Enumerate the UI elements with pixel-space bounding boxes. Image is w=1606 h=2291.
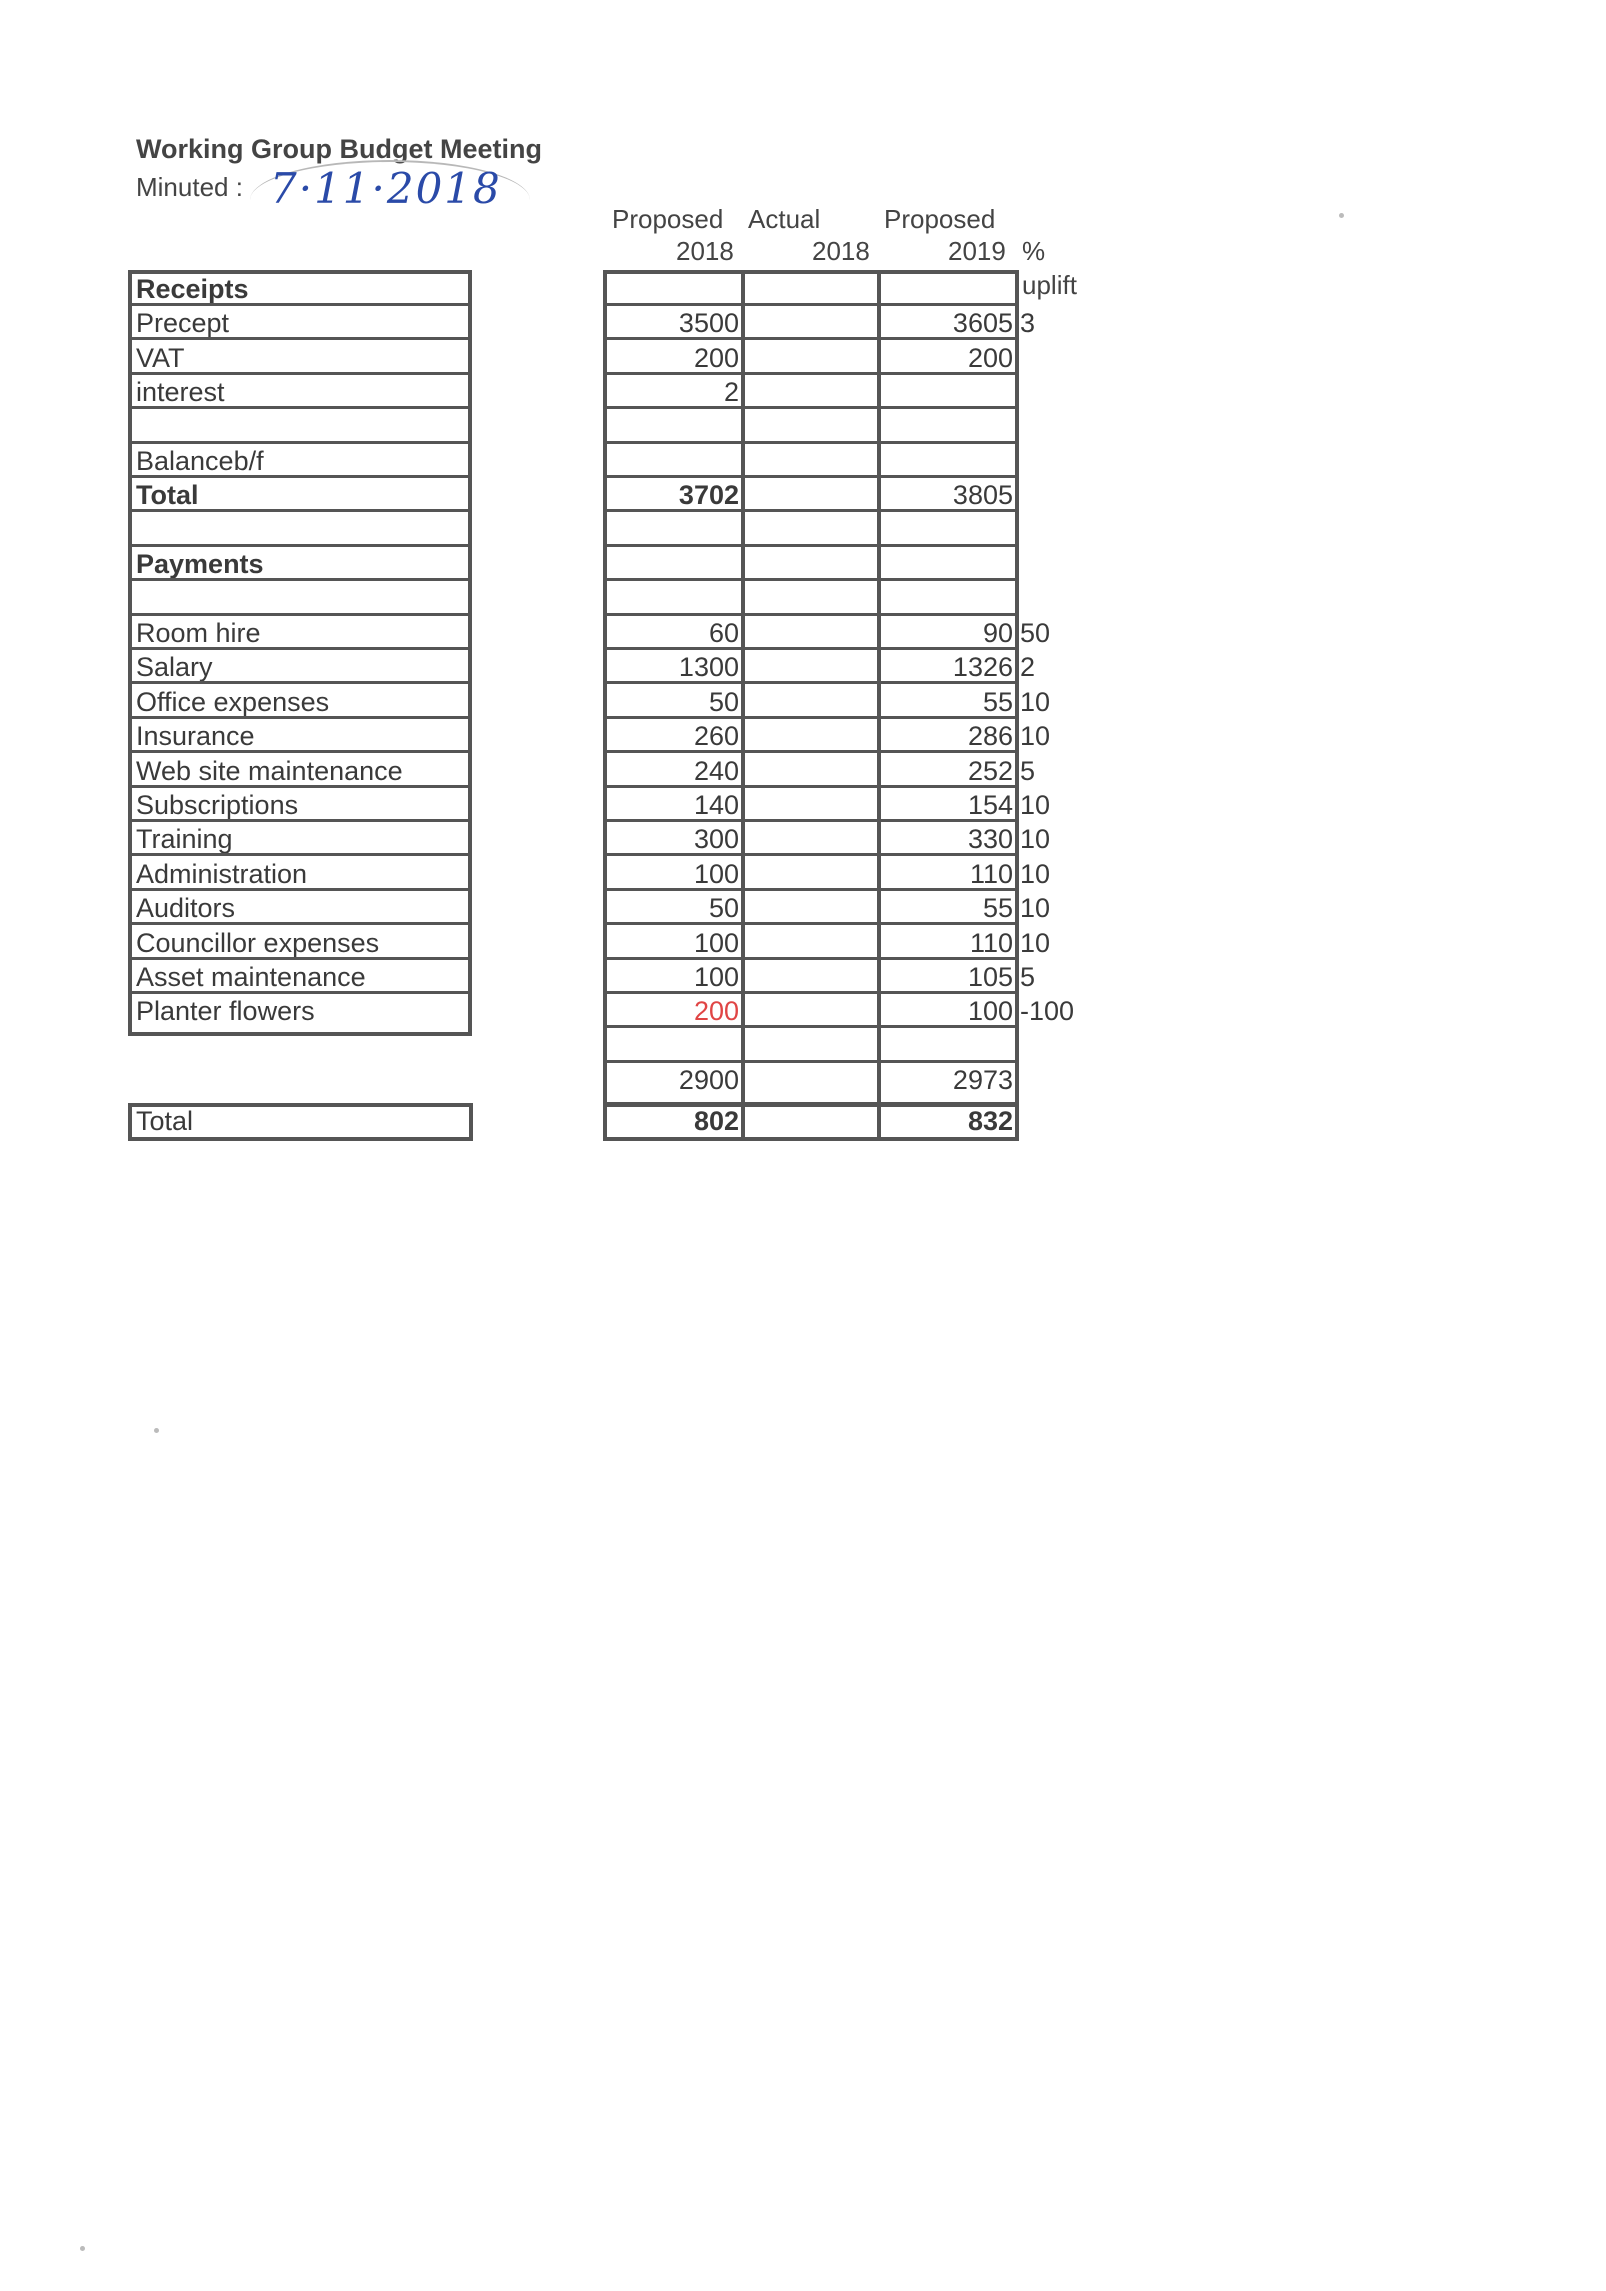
actual-2018-cell	[745, 824, 877, 856]
header-pct-line1: %	[1022, 236, 1046, 266]
actual-2018-cell	[745, 790, 877, 822]
row-label: Balanceb/f	[132, 446, 468, 478]
payments-total-cell: 2900	[678, 1065, 739, 1096]
spacer-cell	[607, 1031, 741, 1063]
minuted-date-handwritten: 7·11·2018	[270, 164, 502, 213]
row-label	[132, 584, 468, 616]
actual-2018-cell	[745, 308, 877, 340]
proposed-2019-cell	[881, 377, 1015, 409]
actual-2018-cell	[745, 893, 877, 925]
pct-uplift-cell: 5	[1020, 755, 1036, 786]
proposed-2018-cell: 100	[607, 962, 741, 994]
actual-2018-cell	[745, 480, 877, 512]
actual-2018-cell	[745, 996, 877, 1028]
proposed-2019-cell: 105	[881, 962, 1015, 994]
row-label: interest	[132, 377, 468, 409]
proposed-2019-cell: 100	[881, 996, 1015, 1028]
row-label: Room hire	[132, 618, 468, 650]
proposed-2019-cell	[881, 515, 1015, 547]
actual-2018-cell	[745, 446, 877, 478]
actual-2018-cell	[745, 962, 877, 994]
row-label: Councillor expenses	[132, 928, 468, 960]
proposed-2019-cell: 3805	[881, 480, 1015, 512]
header-proposed-2019-line1: Proposed	[884, 204, 996, 234]
pct-uplift-cell: 10	[1020, 790, 1051, 820]
proposed-2019-cell: 3605	[881, 308, 1015, 340]
actual-2018-cell	[745, 618, 877, 650]
pct-uplift-cell: -100	[1020, 996, 1075, 1027]
actual-2018-cell	[745, 274, 877, 306]
header-pct-line2: uplift	[1022, 270, 1077, 300]
final-total-proposed-2019: 832	[877, 1103, 1019, 1141]
proposed-2019-cell: 330	[881, 824, 1015, 856]
final-total-label: Total	[128, 1103, 473, 1141]
proposed-2018-cell: 100	[607, 859, 741, 891]
actual-2018-cell	[745, 721, 877, 753]
payments-total-cell	[745, 1065, 877, 1097]
actual-2018-cell	[745, 584, 877, 616]
proposed-2018-cell: 200	[607, 343, 741, 375]
proposed-2018-cell: 240	[607, 756, 741, 788]
proposed-2019-cell: 55	[881, 687, 1015, 719]
proposed-2018-column	[603, 270, 745, 1106]
row-label: VAT	[132, 343, 468, 375]
row-label: Asset maintenance	[132, 962, 468, 994]
header-proposed-2019-line2: 2019	[948, 236, 1006, 266]
row-label	[132, 515, 468, 547]
minuted-label: Minuted :	[136, 172, 243, 202]
document-title: Working Group Budget Meeting	[136, 134, 542, 164]
row-label	[132, 412, 468, 444]
label-column	[128, 270, 472, 1036]
proposed-2018-cell	[607, 584, 741, 616]
proposed-2018-cell	[607, 446, 741, 478]
row-label: Web site maintenance	[132, 756, 468, 788]
proposed-2019-cell: 286	[881, 721, 1015, 753]
header-actual-2018-line1: Actual	[748, 204, 821, 234]
scan-speck	[154, 1428, 159, 1433]
spacer-cell	[881, 1031, 1015, 1063]
proposed-2018-cell: 1300	[607, 652, 741, 684]
proposed-2018-cell: 100	[607, 928, 741, 960]
proposed-2019-column	[877, 270, 1019, 1106]
pct-uplift-cell: 10	[1020, 927, 1051, 958]
pct-uplift-cell: 10	[1020, 893, 1051, 924]
proposed-2018-cell: 50	[607, 687, 741, 719]
proposed-2018-cell: 140	[607, 790, 741, 822]
proposed-2018-cell: 60	[607, 618, 741, 650]
proposed-2019-cell	[881, 274, 1015, 306]
actual-2018-cell	[745, 652, 877, 684]
proposed-2019-cell: 110	[881, 928, 1015, 960]
proposed-2018-cell	[607, 412, 741, 444]
row-label: Office expenses	[132, 687, 468, 719]
actual-2018-cell	[745, 687, 877, 719]
scan-speck	[80, 2246, 85, 2251]
proposed-2018-cell: 200	[607, 996, 741, 1028]
spacer-cell	[745, 1031, 877, 1063]
pct-uplift-cell: 10	[1020, 721, 1051, 752]
row-label: Total	[132, 480, 468, 512]
row-label: Auditors	[132, 893, 468, 925]
actual-2018-column	[741, 270, 881, 1106]
pct-uplift-cell: 2	[1020, 652, 1036, 683]
row-label: Planter flowers	[136, 996, 315, 1027]
row-label: Insurance	[132, 721, 468, 753]
proposed-2019-cell: 1326	[881, 652, 1015, 684]
proposed-2019-cell: 55	[881, 893, 1015, 925]
proposed-2019-cell: 154	[881, 790, 1015, 822]
row-label: Payments	[132, 549, 468, 581]
actual-2018-cell	[745, 928, 877, 960]
proposed-2018-cell: 260	[607, 721, 741, 753]
scan-speck	[1339, 213, 1344, 218]
proposed-2019-cell	[881, 412, 1015, 444]
row-label: Training	[132, 824, 468, 856]
actual-2018-cell	[745, 412, 877, 444]
final-total-actual-2018	[741, 1103, 881, 1141]
row-label: Administration	[132, 859, 468, 891]
final-total-proposed-2018: 802	[603, 1103, 745, 1141]
payments-total-cell: 2973	[952, 1065, 1013, 1096]
header-proposed-2018-line2: 2018	[676, 236, 734, 266]
actual-2018-cell	[745, 549, 877, 581]
proposed-2018-cell: 2	[607, 377, 741, 409]
proposed-2019-cell: 90	[881, 618, 1015, 650]
row-label: Subscriptions	[132, 790, 468, 822]
pct-uplift-cell: 50	[1020, 618, 1051, 648]
row-label: Precept	[132, 308, 468, 340]
proposed-2019-cell: 252	[881, 756, 1015, 788]
actual-2018-cell	[745, 859, 877, 891]
row-label: Salary	[132, 652, 468, 684]
proposed-2018-cell	[607, 274, 741, 306]
actual-2018-cell	[745, 377, 877, 409]
actual-2018-cell	[745, 756, 877, 788]
pct-uplift-cell: 10	[1020, 686, 1051, 717]
proposed-2019-cell	[881, 584, 1015, 616]
proposed-2018-cell: 50	[607, 893, 741, 925]
proposed-2018-cell	[607, 515, 741, 547]
actual-2018-cell	[745, 515, 877, 547]
actual-2018-cell	[745, 343, 877, 375]
proposed-2019-cell	[881, 446, 1015, 478]
proposed-2018-cell: 3702	[607, 480, 741, 512]
proposed-2018-cell: 300	[607, 824, 741, 856]
proposed-2019-cell	[881, 549, 1015, 581]
proposed-2018-cell	[607, 549, 741, 581]
proposed-2019-cell: 200	[881, 343, 1015, 375]
header-proposed-2018-line1: Proposed	[612, 204, 724, 234]
pct-uplift-cell: 10	[1020, 858, 1051, 889]
proposed-2019-cell: 110	[881, 859, 1015, 891]
pct-uplift-cell: 3	[1020, 308, 1036, 339]
pct-uplift-cell: 5	[1020, 962, 1036, 992]
pct-uplift-cell: 10	[1020, 824, 1051, 855]
header-actual-2018-line2: 2018	[812, 236, 870, 266]
row-label: Receipts	[132, 274, 468, 306]
proposed-2018-cell: 3500	[607, 308, 741, 340]
